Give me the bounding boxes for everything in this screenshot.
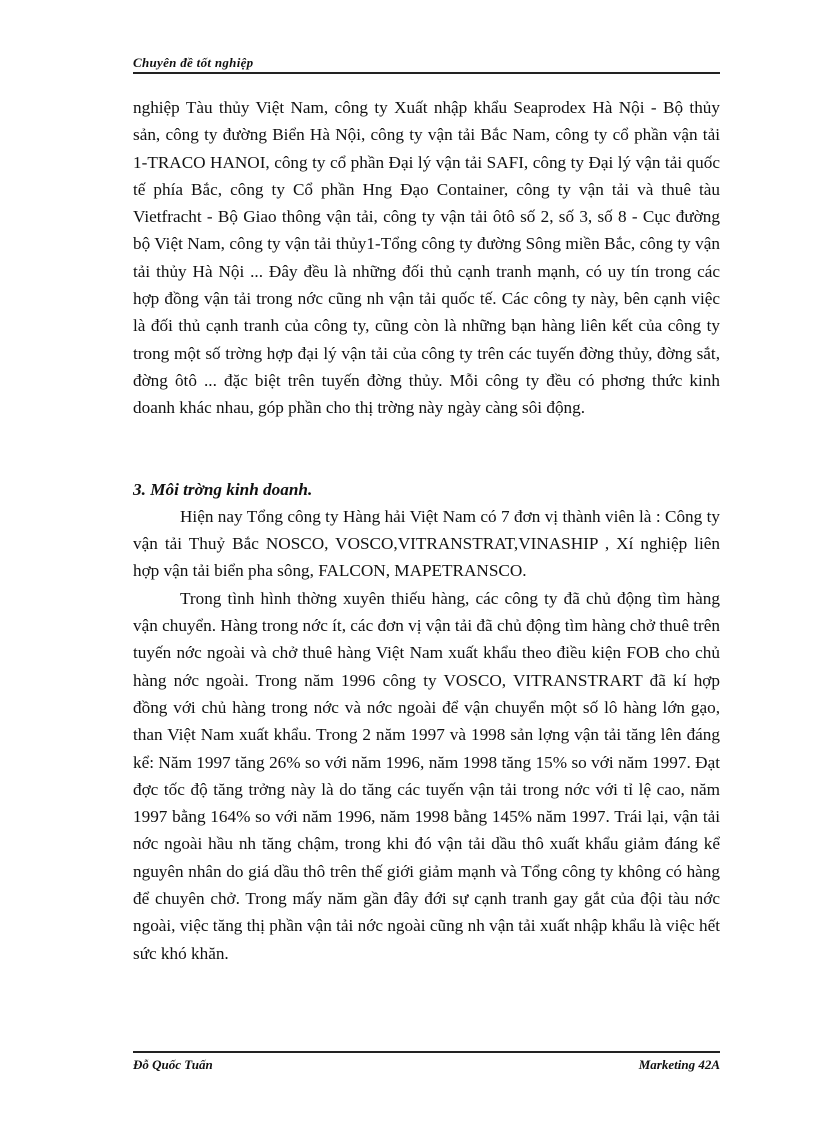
footer-class: Marketing 42A (638, 1057, 720, 1072)
footer-author: Đỗ Quốc Tuấn (133, 1057, 213, 1072)
page-content (133, 94, 720, 967)
body-paragraph: Hiện nay Tổng công ty Hàng hải Việt Nam có 7 đơn vị thành viên là : Công ty vận tải Thuỷ Bắc NOSCO, VOSCO,VITRANSTRAT,VINASHIP , Xí nghiệp liên hợp vận tải biển pha sông, FALCON, MAPETRANSCO. (133, 506, 720, 581)
page-header (133, 52, 720, 74)
section-heading: 3. Môi trờng kinh doanh. (133, 479, 313, 499)
page-footer (133, 1051, 720, 1075)
body-paragraph: Trong tình hình thờng xuyên thiếu hàng, các công ty đã chủ động tìm hàng vận chuyển. Hàng trong nớc ít, các đơn vị vận tải đã chủ động tìm hàng chở thuê trên tuyến nớc ngoài và chở thuê hàng Việt Nam xuất khẩu theo điều kiện FOB cho chủ hàng nớc ngoài. Trong năm 1996 công ty VOSCO, VITRANSTRART đã kí hợp đồng với chủ hàng trong nớc và nớc ngoài để vận chuyển một số lô hàng lớn gạo, than Việt Nam xuất khẩu. Trong 2 năm 1997 và 1998 sản lợng vận tải tăng lên đáng kể: Năm 1997 tăng 26% so với năm 1996, năm 1998 tăng 15% so với năm 1997. Đạt đợc tốc độ tăng trởng này là do tăng các tuyến vận tải trong nớc với tỉ lệ cao, năm 1997 bằng 164% so với năm 1996, năm 1998 bằng 145% năm 1997. Trái lại, vận tải nớc ngoài hầu nh tăng chậm, trong khi đó vận tải dầu thô xuất khẩu giảm đáng kể nguyên nhân do giá dầu thô trên thế giới giảm mạnh và Tổng công ty không có hàng để chuyên chở. Trong mấy năm gần đây đới sự cạnh tranh gay gắt của đội tàu nớc ngoài, việc tăng thị phần vận tải nớc ngoài cũng nh vận tải xuất nhập khẩu là việc hết sức khó khăn. (133, 588, 720, 963)
header-title: Chuyên đề tốt nghiệp (133, 55, 254, 70)
body-paragraph: nghiệp Tàu thủy Việt Nam, công ty Xuất nhập khẩu Seaprodex Hà Nội - Bộ thủy sản, công ty đường Biển Hà Nội, công ty vận tải Bắc Nam, công ty cổ phần vận tải 1-TRACO HANOI, công ty cổ phần Đại lý vận tải SAFI, công ty Đại lý vận tải quốc tế phía Bắc, công ty Cổ phần Hng Đạo Container, công ty vận tải và thuê tàu Vietfracht - Bộ Giao thông vận tải, công ty vận tải ôtô số 2, số 3, số 8 - Cục đường bộ Việt Nam, công ty vận tải thủy1-Tổng công ty đường Sông miền Bắc, công ty vận tải thủy Hà Nội ... Đây đều là những đối thủ cạnh tranh mạnh, có uy tín trong các hợp đồng vận tải trong nớc cũng nh vận tải quốc tế. Các công ty này, bên cạnh việc là đối thủ cạnh tranh của công ty, cũng còn là những bạn hàng liên kết của công ty trong một số trờng hợp đại lý vận tải của công ty trên các tuyến đờng thủy, đờng sắt, đờng ôtô ... đặc biệt trên tuyến đờng thủy. Mỗi công ty đều có phơng thức kinh doanh khác nhau, góp phần cho thị trờng này ngày càng sôi động. (133, 98, 720, 418)
